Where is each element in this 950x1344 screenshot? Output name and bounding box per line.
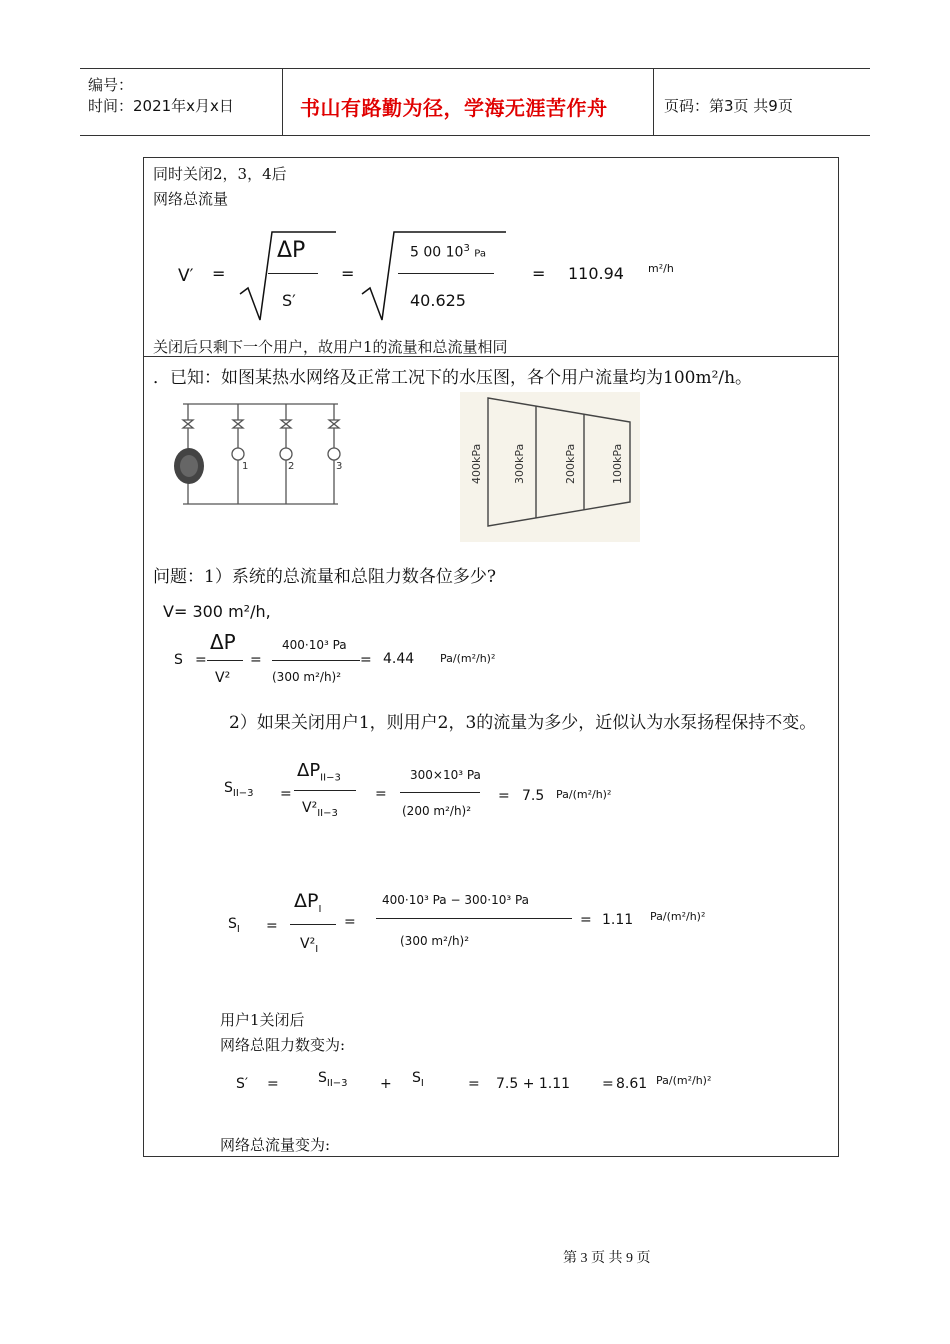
s1-eq1: =: [212, 264, 226, 283]
ts-eq2: =: [468, 1076, 480, 1092]
user-label-1: 1: [242, 461, 249, 472]
s23-dp: $\Delta P_{II-3}$: [297, 760, 341, 784]
user-label-2: 2: [288, 461, 295, 472]
s23-lhs: $S_{II-3}$: [224, 780, 254, 799]
s1f-num: 400·10³ Pa − 300·10³ Pa: [382, 893, 530, 907]
ts-t2: $S_I$: [412, 1070, 424, 1089]
s1f-v2: $V^2_I$: [300, 936, 319, 955]
pressure-diagram: [460, 392, 640, 542]
header-top-rule: [80, 68, 870, 69]
footer-page-number: 第 3 页 共 9 页: [563, 1251, 651, 1266]
ts-expr: 7.5 + 1.11: [496, 1076, 571, 1092]
pressure-label-300: 300kPa: [513, 443, 526, 484]
header-time: 时间：2021年x月x日: [88, 97, 234, 115]
s1f-den: (300 m²/h)²: [400, 934, 470, 948]
s1-line2: 网络总流量: [153, 190, 229, 208]
s23-v2: $V^2_{II-3}$: [302, 800, 338, 819]
header-divider-right: [653, 68, 654, 136]
s2-q1-v: V= 300 m²/h,: [163, 602, 271, 621]
q1-result: 4.44: [383, 651, 415, 667]
user-label-3: 3: [336, 461, 343, 472]
s23-eq3: =: [498, 788, 510, 804]
s1f-unit: Pa/(m²/h)²: [650, 910, 706, 923]
s23-bar-1: [294, 790, 356, 791]
s23-eq2: =: [375, 786, 387, 802]
ts-result: 8.61: [616, 1076, 648, 1092]
s1-num: 5 00 $10^3$ Pa: [410, 243, 486, 261]
ts-eq3: =: [602, 1076, 614, 1092]
s1-fraction-bar-2: [398, 273, 494, 274]
s2-after3: 网络总流量变为:: [220, 1136, 331, 1154]
s1f-bar-2: [376, 918, 572, 919]
s1-line3: 关闭后只剩下一个用户，故用户1的流量和总流量相同: [153, 338, 508, 356]
s23-num: 300×10³ Pa: [410, 768, 481, 782]
s1f-eq1: =: [266, 918, 278, 934]
s1-result: 110.94: [568, 264, 624, 283]
q1-dp: ΔP: [210, 630, 236, 654]
s1f-dp: $\Delta P_I$: [294, 890, 322, 915]
s1-line1: 同时关闭2，3，4后: [153, 165, 287, 183]
header-motto: 书山有路勤为径，学海无涯苦作舟: [300, 96, 608, 120]
s1-den: 40.625: [410, 291, 466, 310]
pressure-label-100: 100kPa: [611, 443, 624, 484]
s1-eq3: =: [532, 264, 546, 283]
q1-num: 400·10³ Pa: [282, 638, 347, 652]
q1-eq2: =: [250, 652, 262, 668]
s1f-eq3: =: [580, 912, 592, 928]
network-diagram: [153, 392, 353, 542]
pressure-label-200: 200kPa: [564, 443, 577, 484]
ts-lhs: S′: [236, 1076, 249, 1092]
header-bottom-rule: [80, 135, 870, 136]
q1-s-lhs: S: [174, 652, 183, 668]
s2-q1: 问题：1）系统的总流量和总阻力数各位多少?: [153, 567, 496, 587]
ts-t1: $S_{II-3}$: [318, 1070, 348, 1089]
pressure-label-400: 400kPa: [470, 443, 483, 484]
s23-result: 7.5: [522, 788, 545, 804]
header-number: 编号：: [88, 76, 134, 94]
ts-unit: Pa/(m²/h)²: [656, 1074, 712, 1087]
q1-eq3: =: [360, 652, 372, 668]
header-divider-left: [282, 68, 283, 136]
s1-eq2: =: [341, 264, 355, 283]
s23-bar-2: [400, 792, 480, 793]
q1-bar-2: [272, 660, 360, 661]
s2-intro: ．已知：如图某热水网络及正常工况下的水压图，各个用户流量均为100m²/h。: [153, 368, 753, 388]
s1f-result: 1.11: [602, 912, 634, 928]
q1-unit: Pa/(m²/h)²: [440, 652, 496, 665]
q1-v2: V²: [215, 670, 231, 686]
s23-unit: Pa/(m²/h)²: [556, 788, 612, 801]
s1f-eq2: =: [344, 914, 356, 930]
s1-s: S′: [282, 291, 296, 310]
s1-lhs: V′: [178, 266, 194, 286]
s23-den: (200 m²/h)²: [402, 804, 472, 818]
s1-unit: m²/h: [648, 262, 674, 275]
q1-eq1: =: [195, 652, 207, 668]
s1f-lhs: $S_I$: [228, 916, 240, 935]
q1-den: (300 m²/h)²: [272, 670, 342, 684]
s23-eq1: =: [280, 786, 292, 802]
q1-bar-1: [207, 660, 243, 661]
s2-q2: 2）如果关闭用户1，则用户2，3的流量为多少，近似认为水泵扬程保持不变。: [229, 713, 817, 733]
s1f-bar-1: [290, 924, 336, 925]
s2-after2: 网络总阻力数变为:: [220, 1036, 346, 1054]
ts-plus: +: [380, 1076, 392, 1092]
s2-after1: 用户1关闭后: [220, 1011, 305, 1029]
s1-dp: ΔP: [277, 238, 306, 263]
header-page: 页码：第3页 共9页: [664, 97, 793, 115]
s1-fraction-bar-1: [268, 273, 318, 274]
ts-eq1: =: [267, 1076, 279, 1092]
